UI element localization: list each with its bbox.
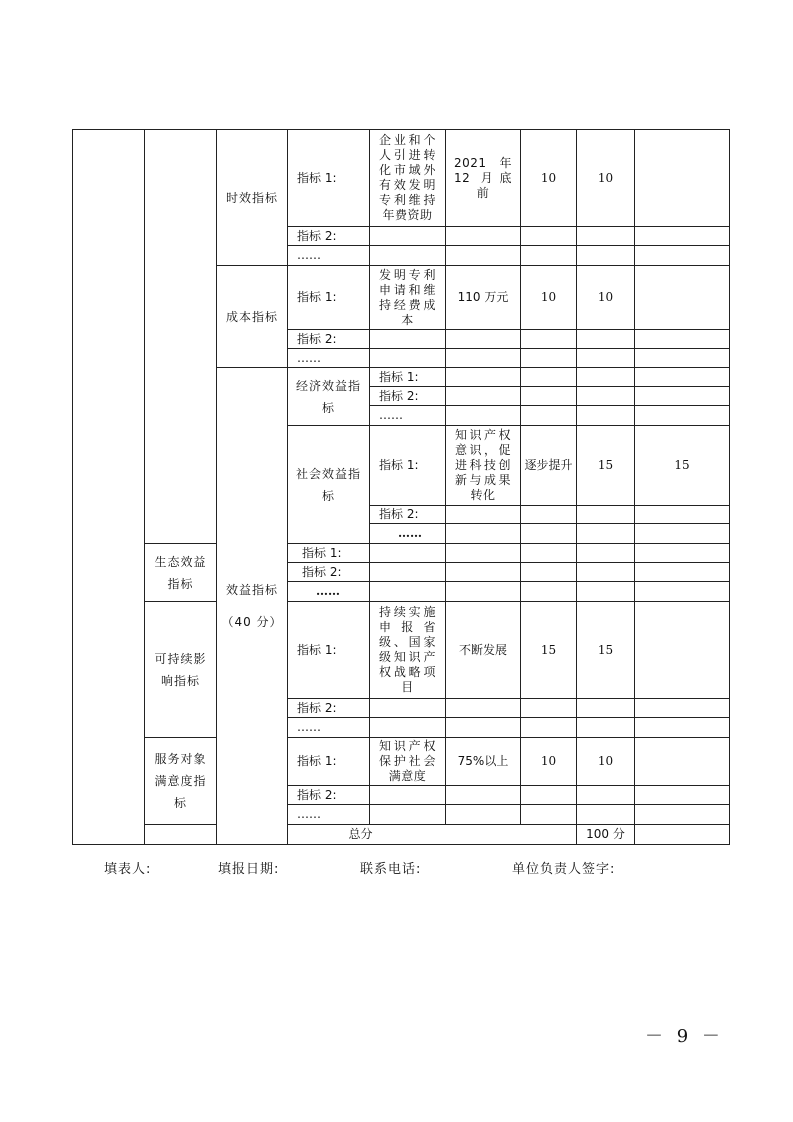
fill-date-label: 填报日期:	[218, 862, 280, 877]
ecological-indicator-1: 指标 1:	[288, 544, 370, 563]
timeliness-indicator-1-actual: 10	[577, 130, 635, 227]
filler-label: 填表人:	[104, 862, 152, 877]
sustainable-indicator-1: 指标 1:	[288, 602, 370, 699]
empty-cell	[446, 786, 521, 805]
satisfaction-indicator-1-score: 10	[521, 738, 577, 786]
empty-cell	[577, 524, 635, 544]
empty-cell	[577, 718, 635, 738]
empty-cell	[521, 406, 577, 426]
empty-cell	[446, 805, 521, 825]
empty-cell	[370, 544, 446, 563]
sustainable-indicator-1-actual: 15	[577, 602, 635, 699]
empty-cell	[521, 387, 577, 406]
sustainable-indicator-1-target: 不断发展	[446, 602, 521, 699]
empty-cell	[446, 524, 521, 544]
empty-cell	[446, 368, 521, 387]
social-indicator-1: 指标 1:	[370, 426, 446, 506]
empty-cell	[521, 349, 577, 368]
empty-cell	[635, 227, 730, 246]
empty-cell	[577, 227, 635, 246]
satisfaction-category: 服务对象满意度指标	[145, 738, 217, 825]
page-number: － 9 －	[645, 1026, 724, 1047]
ecological-ellipsis: ……	[288, 582, 370, 602]
economic-indicator-1: 指标 1:	[370, 368, 446, 387]
social-ellipsis: ……	[370, 524, 446, 544]
empty-cell	[521, 368, 577, 387]
empty-cell	[446, 699, 521, 718]
empty-cell	[446, 349, 521, 368]
empty-cell	[577, 563, 635, 582]
economic-category: 经济效益指标	[288, 368, 370, 426]
first-level-cell	[73, 130, 145, 845]
cost-ellipsis: ……	[288, 349, 370, 368]
sustainable-ellipsis: ……	[288, 718, 370, 738]
timeliness-indicator-1-score: 10	[521, 130, 577, 227]
empty-cell	[370, 718, 446, 738]
social-category: 社会效益指标	[288, 426, 370, 544]
total-score: 100 分	[577, 825, 635, 845]
satisfaction-indicator-1-target: 75%以上	[446, 738, 521, 786]
empty-cell	[635, 563, 730, 582]
social-indicator-1-target: 逐步提升	[521, 426, 577, 506]
empty-cell	[577, 506, 635, 524]
timeliness-indicator-1-target: 2021 年 12 月底前	[446, 130, 521, 227]
empty-cell	[446, 406, 521, 426]
social-indicator-2: 指标 2:	[370, 506, 446, 524]
cost-indicator-1-score: 10	[521, 266, 577, 330]
performance-indicator-table	[72, 129, 730, 845]
economic-ellipsis: ……	[370, 406, 446, 426]
empty-cell	[370, 349, 446, 368]
empty-cell	[635, 506, 730, 524]
empty-cell	[577, 387, 635, 406]
empty-cell	[370, 786, 446, 805]
ecological-category: 生态效益指标	[145, 544, 217, 602]
empty-cell	[446, 582, 521, 602]
timeliness-ellipsis: ……	[288, 246, 370, 266]
empty-cell	[635, 330, 730, 349]
empty-cell	[635, 699, 730, 718]
empty-cell	[521, 786, 577, 805]
economic-indicator-2: 指标 2:	[370, 387, 446, 406]
total-actual	[635, 825, 730, 845]
empty-cell	[370, 805, 446, 825]
empty-cell	[577, 330, 635, 349]
empty-cell	[577, 786, 635, 805]
ecological-indicator-2: 指标 2:	[288, 563, 370, 582]
empty-cell	[370, 227, 446, 246]
empty-cell	[370, 246, 446, 266]
empty-cell	[521, 246, 577, 266]
sustainable-indicator-1-score: 15	[521, 602, 577, 699]
benefit-indicator-title: 效益指标	[225, 583, 278, 597]
empty-cell	[370, 582, 446, 602]
empty-cell	[635, 582, 730, 602]
empty-cell	[577, 406, 635, 426]
satisfaction-indicator-1: 指标 1:	[288, 738, 370, 786]
sustainable-category: 可持续影响指标	[145, 602, 217, 738]
benefit-indicator-score: （40 分）	[221, 615, 283, 629]
empty-cell	[446, 387, 521, 406]
unit-head-signature-label: 单位负责人签字:	[512, 862, 616, 877]
empty-cell	[635, 805, 730, 825]
cost-indicator-1: 指标 1:	[288, 266, 370, 330]
satisfaction-ellipsis: ……	[288, 805, 370, 825]
sustainable-indicator-1-content: 持续实施申报省级、国家级知识产权战略项目	[370, 602, 446, 699]
sustainable-indicator-2: 指标 2:	[288, 699, 370, 718]
empty-cell	[521, 699, 577, 718]
empty-cell	[635, 524, 730, 544]
empty-cell	[635, 718, 730, 738]
social-indicator-1-score: 15	[577, 426, 635, 506]
empty-cell	[446, 544, 521, 563]
empty-cell	[577, 805, 635, 825]
empty-cell	[370, 699, 446, 718]
cost-indicator-1-remark	[635, 266, 730, 330]
empty-cell	[577, 368, 635, 387]
satisfaction-indicator-1-content: 知识产权保护社会满意度	[370, 738, 446, 786]
empty-cell	[370, 563, 446, 582]
empty-cell	[635, 544, 730, 563]
contact-phone-label: 联系电话:	[360, 862, 422, 877]
empty-cell	[446, 330, 521, 349]
form-footer	[0, 858, 793, 876]
timeliness-indicator-1: 指标 1:	[288, 130, 370, 227]
empty-cell	[635, 349, 730, 368]
empty-cell	[635, 368, 730, 387]
empty-cell	[635, 406, 730, 426]
cost-indicator-1-target: 110 万元	[446, 266, 521, 330]
total-label: 总分	[145, 825, 577, 845]
timeliness-indicator-1-content: 企业和个人引进转化市域外有效发明专利维持年费资助	[370, 130, 446, 227]
empty-cell	[521, 563, 577, 582]
empty-cell	[521, 524, 577, 544]
empty-cell	[577, 246, 635, 266]
empty-cell	[577, 582, 635, 602]
timeliness-indicator-2: 指标 2:	[288, 227, 370, 246]
empty-cell	[521, 330, 577, 349]
empty-cell	[446, 246, 521, 266]
timeliness-indicator-1-remark	[635, 130, 730, 227]
empty-cell	[521, 544, 577, 563]
social-indicator-1-actual: 15	[635, 426, 730, 506]
empty-cell	[521, 582, 577, 602]
timeliness-category: 时效指标	[217, 130, 288, 266]
empty-cell	[577, 544, 635, 563]
empty-cell	[521, 718, 577, 738]
empty-cell	[446, 227, 521, 246]
satisfaction-indicator-1-remark	[635, 738, 730, 786]
empty-cell	[635, 786, 730, 805]
sustainable-indicator-1-remark	[635, 602, 730, 699]
empty-cell	[521, 227, 577, 246]
satisfaction-indicator-2: 指标 2:	[288, 786, 370, 805]
empty-cell	[635, 387, 730, 406]
empty-cell	[521, 506, 577, 524]
output-indicator-cell	[145, 130, 217, 544]
cost-indicator-2: 指标 2:	[288, 330, 370, 349]
social-indicator-1-content: 知识产权意识，促进科技创新与成果转化	[446, 426, 521, 506]
empty-cell	[370, 330, 446, 349]
empty-cell	[446, 506, 521, 524]
cost-indicator-1-content: 发明专利申请和维持经费成本	[370, 266, 446, 330]
satisfaction-indicator-1-actual: 10	[577, 738, 635, 786]
empty-cell	[577, 349, 635, 368]
benefit-indicator-cell	[217, 368, 288, 845]
empty-cell	[446, 718, 521, 738]
cost-category: 成本指标	[217, 266, 288, 368]
empty-cell	[446, 563, 521, 582]
empty-cell	[635, 246, 730, 266]
empty-cell	[577, 699, 635, 718]
cost-indicator-1-actual: 10	[577, 266, 635, 330]
empty-cell	[521, 805, 577, 825]
